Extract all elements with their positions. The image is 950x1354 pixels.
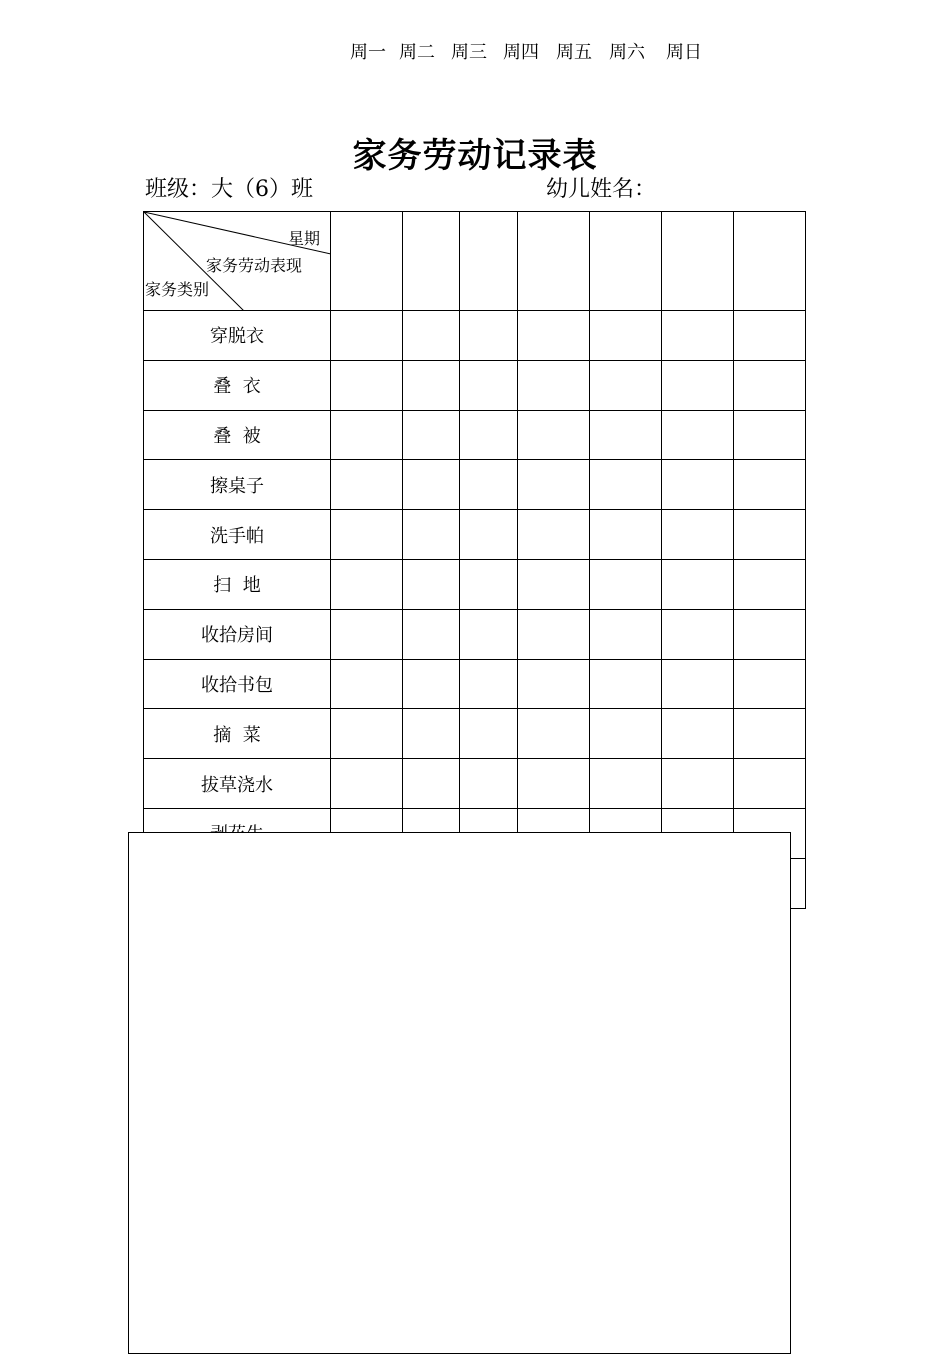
record-cell[interactable] [403, 759, 460, 809]
table-row [144, 360, 806, 410]
record-cell[interactable] [460, 360, 518, 410]
class-label: 班级：大（6）班 [145, 177, 313, 202]
category-cell: 扫 地 [144, 559, 331, 609]
record-cell[interactable] [331, 360, 403, 410]
record-cell[interactable] [734, 559, 806, 609]
record-cell[interactable] [331, 609, 403, 659]
record-cell[interactable] [662, 659, 734, 709]
record-cell[interactable] [518, 709, 590, 759]
record-cell[interactable] [662, 609, 734, 659]
record-cell[interactable] [590, 460, 662, 510]
record-cell[interactable] [590, 311, 662, 361]
category-cell: 穿脱衣 [144, 311, 331, 361]
day-header: 周五 [556, 42, 592, 63]
header-cell [403, 212, 460, 311]
record-cell[interactable] [460, 759, 518, 809]
record-cell[interactable] [518, 410, 590, 460]
header-cell [734, 212, 806, 311]
table-row [144, 759, 806, 809]
category-cell: 叠 被 [144, 410, 331, 460]
record-cell[interactable] [734, 609, 806, 659]
table-row [144, 311, 806, 361]
record-cell[interactable] [331, 460, 403, 510]
record-cell[interactable] [403, 559, 460, 609]
record-cell[interactable] [460, 410, 518, 460]
category-cell: 叠 衣 [144, 360, 331, 410]
record-cell[interactable] [734, 510, 806, 560]
table-row [144, 460, 806, 510]
record-cell[interactable] [518, 759, 590, 809]
record-cell[interactable] [590, 659, 662, 709]
category-cell: 洗手帕 [144, 510, 331, 560]
record-cell[interactable] [331, 659, 403, 709]
header-category-label: 家务类别 [145, 280, 210, 299]
table-row [144, 709, 806, 759]
record-cell[interactable] [403, 410, 460, 460]
day-header: 周一 [350, 42, 386, 63]
record-cell[interactable] [460, 609, 518, 659]
record-cell[interactable] [662, 510, 734, 560]
record-cell[interactable] [403, 609, 460, 659]
record-cell[interactable] [662, 311, 734, 361]
child-name-label: 幼儿姓名： [546, 177, 657, 202]
table-row [144, 510, 806, 560]
day-header: 周二 [399, 42, 435, 63]
record-cell[interactable] [662, 709, 734, 759]
record-cell[interactable] [403, 311, 460, 361]
header-cell [518, 212, 590, 311]
record-cell[interactable] [460, 659, 518, 709]
record-cell[interactable] [331, 759, 403, 809]
header-cell [662, 212, 734, 311]
record-cell[interactable] [331, 559, 403, 609]
record-cell[interactable] [518, 659, 590, 709]
header-cell [331, 212, 403, 311]
table-row [144, 609, 806, 659]
record-cell[interactable] [460, 311, 518, 361]
record-cell[interactable] [331, 709, 403, 759]
record-cell[interactable] [403, 510, 460, 560]
record-cell[interactable] [331, 510, 403, 560]
record-cell[interactable] [734, 709, 806, 759]
record-cell[interactable] [590, 510, 662, 560]
record-cell[interactable] [518, 609, 590, 659]
overlay-frame [128, 832, 791, 1354]
category-cell: 拔草浇水 [144, 759, 331, 809]
record-cell[interactable] [590, 360, 662, 410]
record-cell[interactable] [518, 311, 590, 361]
record-cell[interactable] [590, 559, 662, 609]
record-cell[interactable] [518, 559, 590, 609]
record-cell[interactable] [403, 460, 460, 510]
record-cell[interactable] [331, 311, 403, 361]
table-row [144, 410, 806, 460]
diagonal-header-cell [144, 212, 331, 311]
header-cell [590, 212, 662, 311]
record-cell[interactable] [734, 311, 806, 361]
day-header: 周六 [609, 42, 645, 63]
day-header: 周三 [451, 42, 487, 63]
record-cell[interactable] [662, 460, 734, 510]
record-cell[interactable] [662, 360, 734, 410]
record-cell[interactable] [518, 460, 590, 510]
category-cell: 收拾房间 [144, 609, 331, 659]
record-cell[interactable] [662, 559, 734, 609]
day-header: 周日 [666, 42, 702, 63]
record-cell[interactable] [590, 709, 662, 759]
record-cell[interactable] [734, 360, 806, 410]
day-header: 周四 [503, 42, 539, 63]
record-cell[interactable] [734, 659, 806, 709]
table-row [144, 659, 806, 709]
record-cell[interactable] [403, 360, 460, 410]
record-cell[interactable] [331, 410, 403, 460]
record-cell[interactable] [518, 360, 590, 410]
record-cell[interactable] [460, 460, 518, 510]
record-cell[interactable] [662, 759, 734, 809]
category-cell: 收拾书包 [144, 659, 331, 709]
document-title: 家务劳动记录表 [352, 136, 598, 176]
record-cell[interactable] [460, 510, 518, 560]
record-table [143, 211, 806, 909]
record-cell[interactable] [460, 559, 518, 609]
header-cell [460, 212, 518, 311]
record-cell[interactable] [403, 659, 460, 709]
category-cell: 摘 菜 [144, 709, 331, 759]
header-row [144, 212, 806, 311]
record-cell[interactable] [590, 759, 662, 809]
table-row [144, 559, 806, 609]
record-cell[interactable] [734, 460, 806, 510]
record-cell[interactable] [460, 709, 518, 759]
header-performance-label: 家务劳动表现 [206, 256, 303, 275]
record-cell[interactable] [518, 510, 590, 560]
record-cell[interactable] [590, 410, 662, 460]
category-cell: 擦桌子 [144, 460, 331, 510]
record-cell[interactable] [403, 709, 460, 759]
header-day-label: 星期 [287, 229, 320, 248]
record-cell[interactable] [590, 609, 662, 659]
record-cell[interactable] [734, 759, 806, 809]
record-cell[interactable] [734, 410, 806, 460]
record-cell[interactable] [662, 410, 734, 460]
